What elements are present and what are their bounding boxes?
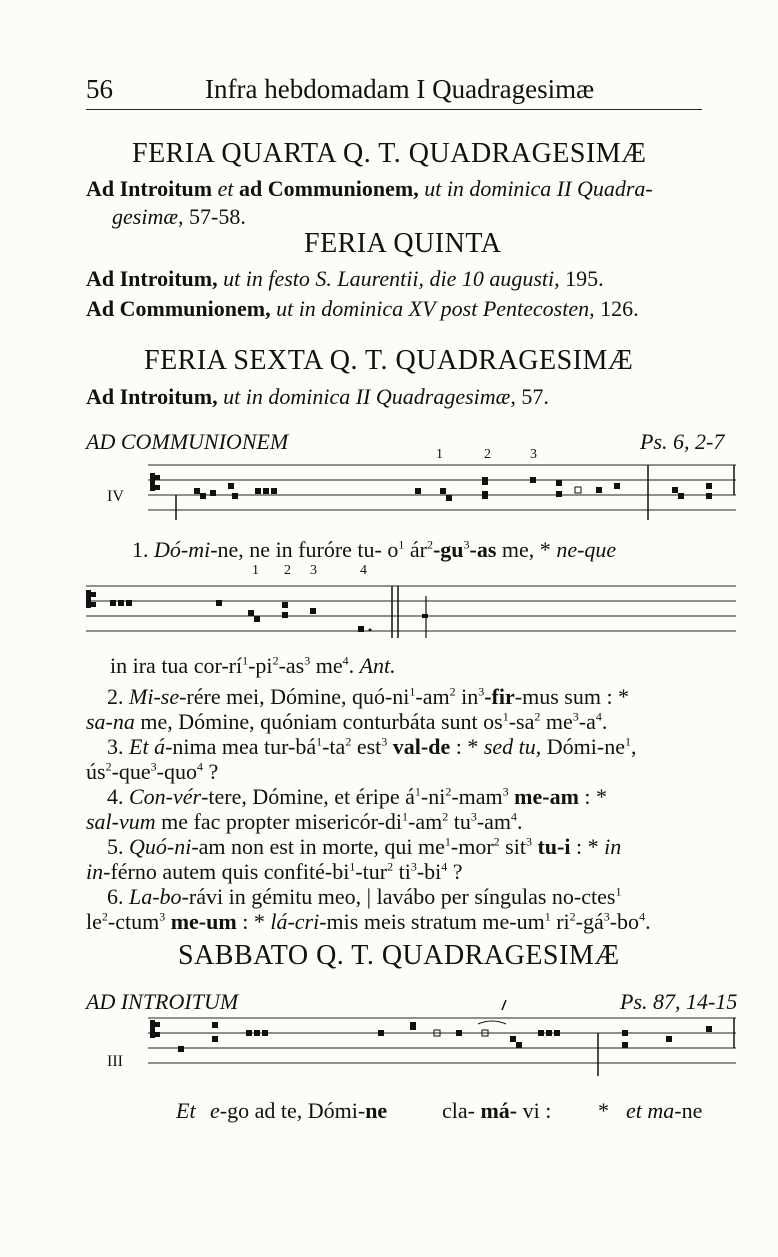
introit-lyric-ego: e-go ad te, Dómi-ne: [210, 1098, 388, 1123]
feria-quarta-line1: Ad Introitum et ad Communionem, ut in dominica II Quadra-: [86, 176, 653, 201]
sabbato-title: SABBATO Q. T. QUADRAGESIMÆ: [178, 940, 620, 971]
feria-quinta-line1: Ad Introitum, ut in festo S. Laurentii, die 10 augusti, 195.: [86, 266, 604, 291]
running-title: Infra hebdomadam I Quadragesimæ: [205, 74, 595, 104]
verse-5-line-2: in-férno autem quis confité-$bi^1-tur^2$ $ti^3-bi^4$ ?: [86, 859, 463, 884]
mark2-4: 4: [360, 563, 367, 578]
feria-quinta-title: FERIA QUINTA: [304, 228, 502, 259]
episema-mark-1: 1: [436, 447, 443, 462]
introit-label: AD INTROITUM: [86, 989, 239, 1014]
header-rule: [86, 109, 702, 110]
verse-3-line-1: 3. Et á-nima mea tur-$bá^1-ta^2$ est$^3$ val-de : * sed tu, Dómi-$ne^1$,: [107, 734, 637, 759]
feria-sexta-line1: Ad Introitum, ut in dominica II Quadragesimæ, 57.: [86, 384, 549, 409]
feria-quarta-title: FERIA QUARTA Q. T. QUADRAGESIMÆ: [132, 138, 647, 169]
feria-quarta-line2: gesimæ, 57-58.: [112, 204, 246, 229]
verse-3-line-2: $ús^2-que^3-quo^4$ ?: [86, 759, 219, 784]
verse-6-line-1: 6. La-bo-rávi in gémitu meo, | lavábo per síngulas no-ctes$^1$: [107, 884, 622, 909]
page-number: 56: [86, 74, 113, 104]
communion-label: AD COMMUNIONEM: [86, 429, 289, 454]
introit-psalm-ref: Ps. 87, 14-15: [620, 989, 738, 1014]
mark2-2: 2: [284, 563, 291, 578]
verse-4-line-2: sal-vum me fac propter misericór-$di^1-am^2$ $tu^3-am^4$.: [86, 809, 523, 834]
introit-lyric-et-mane: et ma-ne: [626, 1098, 703, 1123]
feria-sexta-title: FERIA SEXTA Q. T. QUADRAGESIMÆ: [144, 345, 634, 376]
introit-lyric-asterisk: *: [598, 1098, 609, 1123]
verse-6-line-2: $le^2-ctum^3$ me-um : * lá-cri-mis meis stratum $me-um^1$ $ri^2-gá^3-bo^4$.: [86, 909, 651, 934]
verse-5-line-1: 5. Quó-ni-am non est in morte, qui $me^1-mor^2$ sit$^3$ tu-i : * in: [107, 834, 622, 859]
mode-label-iv: IV: [107, 488, 124, 505]
episema-mark-2: 2: [484, 447, 491, 462]
chant-staff-3: [0, 1008, 778, 1088]
mark2-3: 3: [310, 563, 317, 578]
verse-4-line-1: 4. Con-vér-tere, Dómine, et éripe $á^1-ni^2-mam^3$ me-am : *: [107, 784, 608, 809]
lyric-line-1: 1. Dó-mi-ne, ne in furóre tu- $o^1$ $ár^2-gu^3-as$ me, * ne-que: [132, 537, 617, 562]
communion-psalm-ref: Ps. 6, 2-7: [640, 429, 725, 454]
introit-lyric-et: Et: [176, 1098, 196, 1123]
chant-staff-2: [0, 580, 778, 650]
episema-mark-3: 3: [530, 447, 537, 462]
feria-quinta-line2: Ad Communionem, ut in dominica XV post Pentecosten, 126.: [86, 296, 639, 321]
lyric-line-2: in ira tua cor-$rí^1-pi^2-as^3$ $me^4$. Ant.: [110, 653, 396, 678]
introit-lyric-clamavi: cla- má- vi :: [442, 1098, 552, 1123]
mark2-1: 1: [252, 563, 259, 578]
verse-2-line-2: sa-na me, Dómine, quóniam conturbáta sunt $os^1-sa^2$ $me^3-a^4$.: [86, 709, 608, 734]
mode-label-iii: III: [107, 1053, 123, 1070]
verse-2-line-1: 2. Mi-se-rére mei, Dómine, quó-$ni^1-am^2$ $in^3-fir$-mus sum : *: [107, 684, 630, 709]
